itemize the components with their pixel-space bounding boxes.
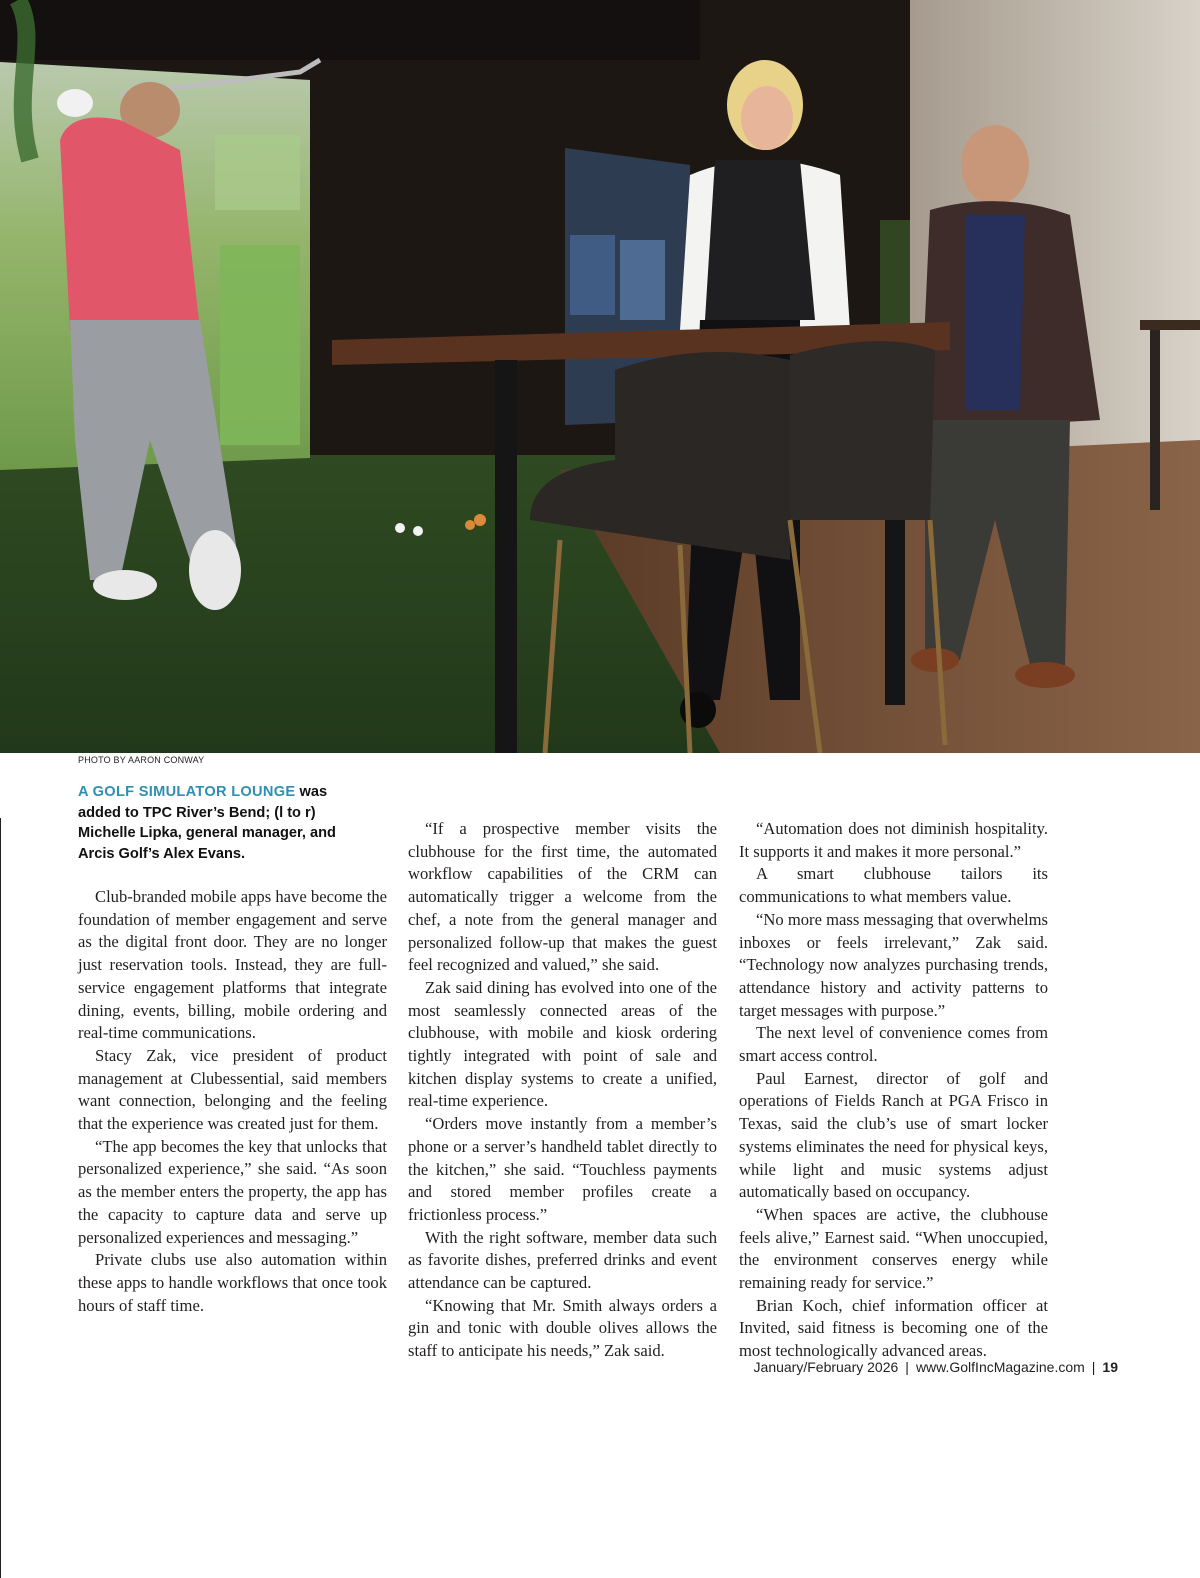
lounge-photo-illustration [0,0,1200,753]
paragraph: Club-branded mobile apps have become the foundation of member engagement and serve as the digital front door. They are no longer just reservation tools. Instead, they are full-service engagement platforms that integrate dining, events, billing, mobile ordering and real-time communications. [78,887,387,1043]
paragraph: “When spaces are active, the clubhouse feels alive,” Earnest said. “When unoccupied, the environment conserves energy while remaining ready for service.” [739,1204,1048,1293]
paragraph: “No more mass messaging that overwhelms inboxes or feels irrelevant,” Zak said. “Technology now analyzes purchasing trends, attendance history and activity patterns to target messages with purpose.” [739,909,1048,1020]
issue-date: January/February 2026 [753,1359,899,1375]
paragraph: The next level of convenience comes from smart access control. [739,1023,1048,1066]
lounge-photo [0,0,1200,753]
paragraph: “Orders move instantly from a member’s phone or a server’s handheld tablet directly to the kitchen,” she said. “Touchless payments and stored member profiles create a frictionless process.” [408,1114,717,1224]
paragraph: “Knowing that Mr. Smith always orders a gin and tonic with double olives allows the staff to anticipate his needs,” Zak said. [408,1295,717,1361]
left-edge-rule [0,818,1,1578]
text-column-2 [408,818,717,1363]
website-link[interactable]: www.GolfIncMagazine.com [915,1359,1085,1375]
caption-text: was added to TPC River’s Bend; (l to r) Michelle Lipka, general manager, and Arcis Golf’s Alex Evans. [78,784,336,862]
paragraph: Private clubs use also automation within these apps to handle workflows that once took hours of staff time. [78,1250,387,1315]
paragraph: Paul Earnest, director of golf and operations of Fields Ranch at PGA Frisco in Texas, said the club’s use of smart locker systems eliminates the need for physical keys, while light and music systems adjust automatically based on occupancy. [739,1068,1048,1202]
paragraph: Brian Koch, chief information officer at Invited, said fitness is becoming one of the most technologically advanced areas. [739,1295,1048,1361]
footer-separator: | [905,1359,909,1375]
text-column-3 [739,818,1048,1363]
plant [18,0,30,160]
text-column-1 [78,886,387,1317]
paragraph: “Automation does not diminish hospitality. It supports it and makes it more personal.” [739,819,1048,861]
page-number: 19 [1102,1359,1118,1375]
page-footer [754,1359,1118,1375]
footer-separator: | [1091,1359,1096,1375]
paragraph: A smart clubhouse tailors its communications to what members value. [739,864,1048,907]
paragraph: “If a prospective member visits the clubhouse for the first time, the automated workflow capabilities of the CRM can automatically trigger a welcome from the chef, a note from the general manager and personalized follow-up that makes the guest feel recognized and valued,” she said. [408,819,717,975]
paragraph: “The app becomes the key that unlocks that personalized experience,” she said. “As soon as the member enters the property, the app has the capacity to capture data and serve up personalized experiences and messaging.” [78,1136,387,1247]
paragraph: Stacy Zak, vice president of product management at Clubessential, said members want connection, belonging and the feeling that the experience was created just for them. [78,1045,387,1134]
photo-caption [78,782,368,864]
paragraph: Zak said dining has evolved into one of the most seamlessly connected areas of the clubhouse, with mobile and kiosk ordering tightly integrated with point of sale and kitchen display systems to create a unified, real-time experience. [408,977,717,1111]
caption-lead: A GOLF SIMULATOR LOUNGE [78,784,296,800]
photo-credit: PHOTO BY AARON CONWAY [78,755,205,765]
paragraph: With the right software, member data such as favorite dishes, preferred drinks and event attendance can be captured. [408,1227,717,1293]
